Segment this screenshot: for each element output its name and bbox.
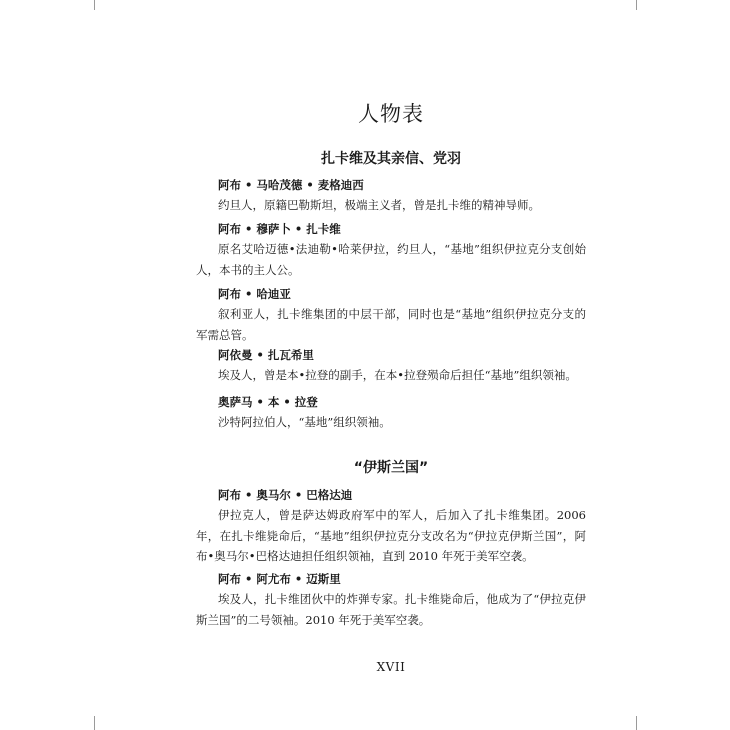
page-number: XVII [376,660,406,674]
page-title: 人物表 [358,102,424,126]
character-name: 奥萨马 • 本 • 拉登 [218,395,318,409]
section-heading-islamic-state: “伊斯兰国” [353,460,429,476]
crop-mark-bottom-left [94,716,95,730]
character-entry [196,394,586,433]
character-description: 沙特阿拉伯人，“基地”组织领袖。 [218,415,391,429]
character-name: 阿布 • 马哈茂德 • 麦格迪西 [218,178,364,192]
character-description: 埃及人，曾是本•拉登的副手，在本•拉登殒命后担任“基地”组织领袖。 [218,368,577,382]
character-name: 阿布 • 阿尤布 • 迈斯里 [218,572,341,586]
character-entry [196,347,586,386]
crop-mark-bottom-right [636,716,637,730]
character-entry [196,177,586,216]
character-name: 阿布 • 穆萨卜 • 扎卡维 [218,222,341,236]
character-description: 叙利亚人，扎卡维集团的中层干部，同时也是“基地”组织伊拉克分支的军需总管。 [196,307,586,342]
book-page [196,0,586,730]
character-description: 伊拉克人，曾是萨达姆政府军中的军人，后加入了扎卡维集团。2006 年，在扎卡维毙命后，“基地”组织伊拉克分支改名为“伊拉克伊斯兰国”，阿布•奥马尔•巴格达迪担任组织领袖，直到 2010 年死于美军空袭。 [196,508,586,563]
crop-mark-top-left [94,0,95,10]
character-description: 埃及人，扎卡维团伙中的炸弹专家。扎卡维毙命后，他成为了“伊拉克伊斯兰国”的二号领袖。2010 年死于美军空袭。 [196,592,586,627]
character-entry [196,487,586,567]
character-name: 阿依曼 • 扎瓦希里 [218,348,314,362]
character-name: 阿布 • 哈迪亚 [218,287,291,301]
character-description: 约旦人，原籍巴勒斯坦，极端主义者，曾是扎卡维的精神导师。 [218,198,540,212]
character-entry [196,286,586,345]
section-heading-zarqawi-associates: 扎卡维及其亲信、党羽 [321,151,461,167]
character-name: 阿布 • 奥马尔 • 巴格达迪 [218,488,353,502]
character-description: 原名艾哈迈德•法迪勒•哈莱伊拉，约旦人，“基地”组织伊拉克分支创始人，本书的主人公。 [196,242,586,277]
crop-mark-top-right [636,0,637,10]
character-entry [196,571,586,630]
character-entry [196,221,586,280]
